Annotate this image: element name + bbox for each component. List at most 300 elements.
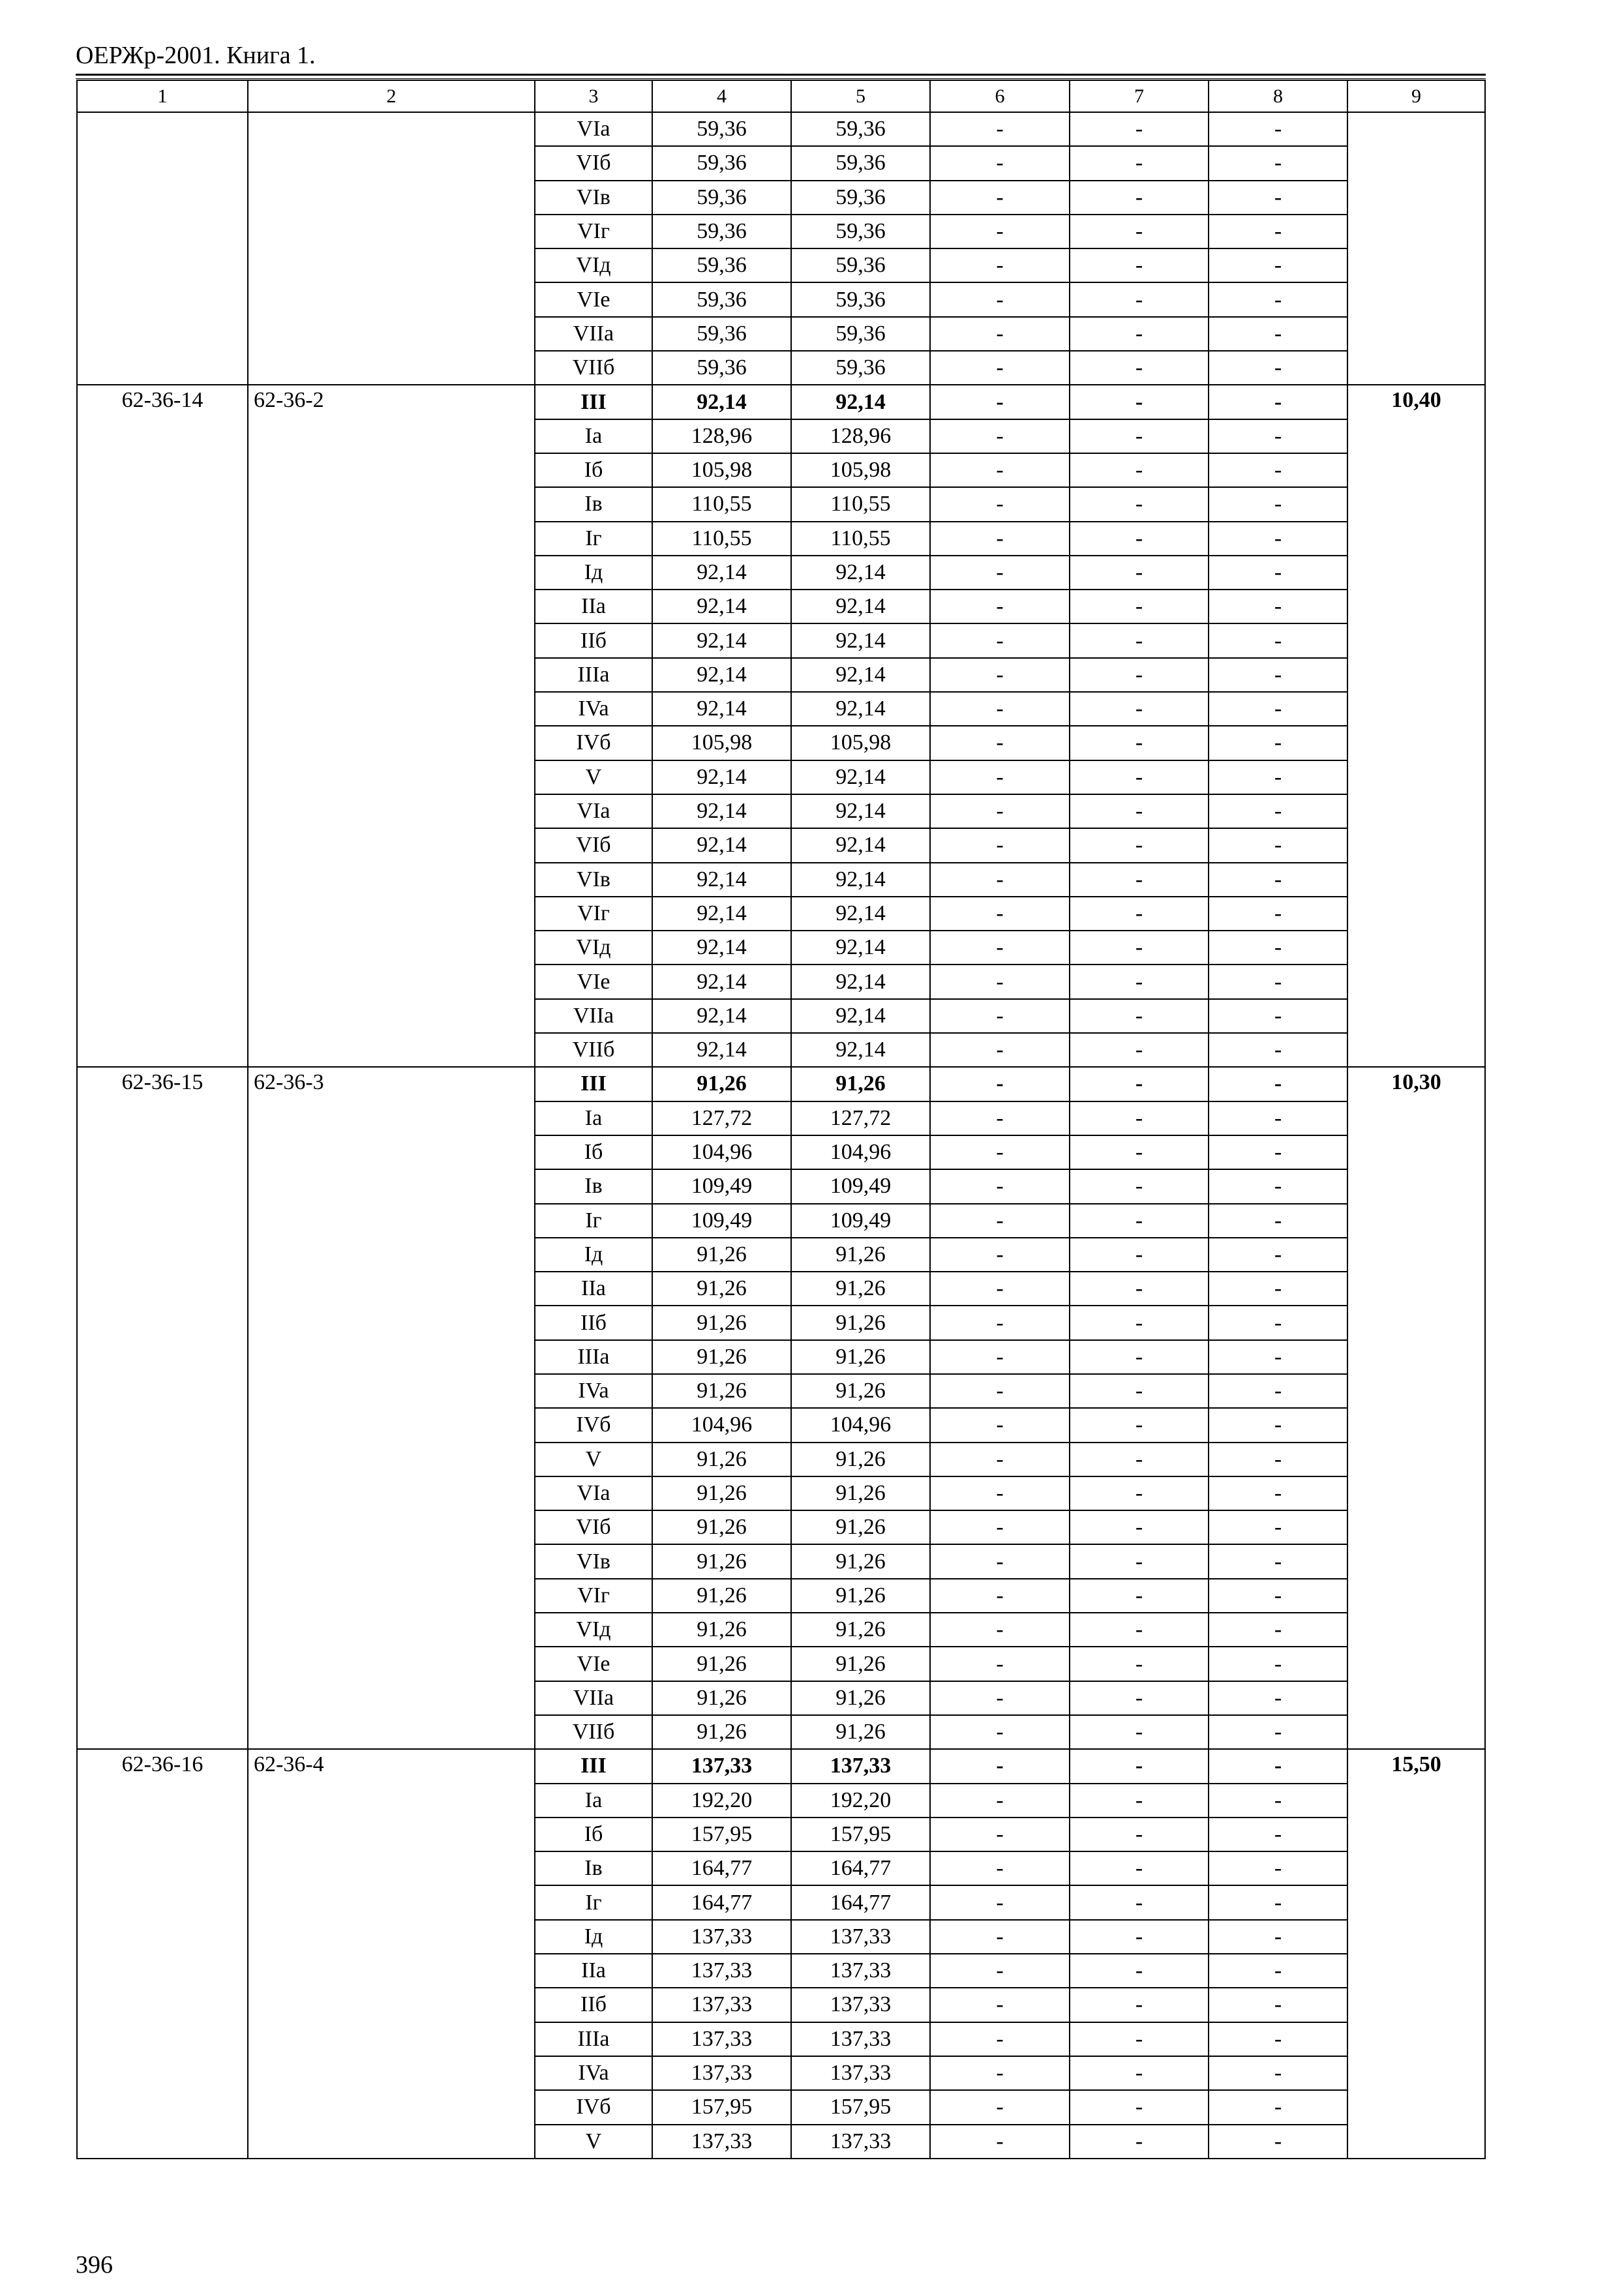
dash-cell: - [1209, 1647, 1347, 1681]
table-row [77, 1067, 1485, 1101]
value-cell: 157,95 [652, 2090, 791, 2124]
dash-cell: - [1070, 1340, 1209, 1374]
category-cell: Iб [535, 1818, 652, 1851]
category-cell: VIe [535, 282, 652, 316]
dash-cell: - [930, 999, 1070, 1033]
dash-cell: - [930, 282, 1070, 316]
dash-cell: - [1209, 1408, 1347, 1442]
dash-cell: - [1070, 317, 1209, 351]
dash-cell: - [930, 1613, 1070, 1647]
value-cell: 105,98 [652, 726, 791, 760]
dash-cell: - [1209, 1579, 1347, 1613]
value-cell: 92,14 [791, 965, 930, 998]
category-cell: VIe [535, 1647, 652, 1681]
col9-cell: 10,40 [1347, 385, 1485, 1067]
dash-cell: - [1070, 828, 1209, 862]
dash-cell: - [1070, 1238, 1209, 1272]
dash-cell: - [1209, 487, 1347, 521]
category-cell: Ia [535, 1784, 652, 1818]
dash-cell: - [1209, 999, 1347, 1033]
value-cell: 164,77 [791, 1885, 930, 1919]
value-cell: 92,14 [791, 590, 930, 623]
dash-cell: - [930, 1443, 1070, 1476]
dash-cell: - [1070, 726, 1209, 760]
dash-cell: - [930, 1306, 1070, 1339]
dash-cell: - [1070, 112, 1209, 146]
value-cell: 59,36 [791, 317, 930, 351]
dash-cell: - [1209, 282, 1347, 316]
dash-cell: - [1070, 1476, 1209, 1510]
value-cell: 104,96 [791, 1135, 930, 1169]
value-cell: 104,96 [791, 1408, 930, 1442]
value-cell: 91,26 [791, 1476, 930, 1510]
dash-cell: - [1070, 1920, 1209, 1954]
category-cell: VIa [535, 794, 652, 828]
value-cell: 91,26 [791, 1647, 930, 1681]
dash-cell: - [1070, 590, 1209, 623]
value-cell: 59,36 [652, 317, 791, 351]
value-cell: 137,33 [791, 1954, 930, 1988]
category-cell: VIв [535, 181, 652, 215]
dash-cell: - [1209, 965, 1347, 998]
dash-cell: - [930, 2056, 1070, 2090]
dash-cell: - [930, 1101, 1070, 1135]
value-cell: 59,36 [652, 351, 791, 385]
dash-cell: - [930, 1647, 1070, 1681]
dash-cell: - [1070, 419, 1209, 453]
dash-cell: - [1070, 385, 1209, 419]
category-cell: VIб [535, 828, 652, 862]
value-cell: 137,33 [791, 2056, 930, 2090]
category-cell: IVб [535, 726, 652, 760]
value-cell: 92,14 [791, 623, 930, 657]
value-cell: 91,26 [652, 1510, 791, 1544]
value-cell: 91,26 [652, 1340, 791, 1374]
dash-cell: - [1070, 1818, 1209, 1851]
value-cell: 92,14 [791, 692, 930, 726]
dash-cell: - [1209, 1920, 1347, 1954]
dash-cell: - [1070, 248, 1209, 282]
dash-cell: - [1209, 1784, 1347, 1818]
dash-cell: - [1209, 658, 1347, 692]
value-cell: 137,33 [652, 1749, 791, 1783]
dash-cell: - [930, 1988, 1070, 2022]
dash-cell: - [1209, 1169, 1347, 1203]
dash-cell: - [1209, 1715, 1347, 1749]
dash-cell: - [1070, 1306, 1209, 1339]
dash-cell: - [1070, 282, 1209, 316]
category-cell: VIa [535, 1476, 652, 1510]
dash-cell: - [1209, 794, 1347, 828]
dash-cell: - [1070, 1408, 1209, 1442]
dash-cell: - [930, 1476, 1070, 1510]
dash-cell: - [1209, 623, 1347, 657]
dash-cell: - [1070, 965, 1209, 998]
dash-cell: - [1070, 2022, 1209, 2056]
value-cell: 59,36 [652, 181, 791, 215]
value-cell: 92,14 [652, 999, 791, 1033]
value-cell: 110,55 [652, 522, 791, 556]
category-cell: IIб [535, 623, 652, 657]
category-cell: IIб [535, 1306, 652, 1339]
category-cell: III [535, 1749, 652, 1783]
dash-cell: - [1070, 1885, 1209, 1919]
value-cell: 137,33 [652, 2022, 791, 2056]
value-cell: 91,26 [652, 1544, 791, 1578]
value-cell: 137,33 [652, 1954, 791, 1988]
table-row [77, 112, 1485, 146]
category-cell: Ia [535, 419, 652, 453]
value-cell: 128,96 [791, 419, 930, 453]
value-cell: 91,26 [652, 1579, 791, 1613]
value-cell: 105,98 [791, 726, 930, 760]
dash-cell: - [1209, 419, 1347, 453]
category-cell: VIIб [535, 1033, 652, 1067]
value-cell: 137,33 [652, 2056, 791, 2090]
dash-cell: - [930, 965, 1070, 998]
dash-cell: - [1209, 1340, 1347, 1374]
value-cell: 91,26 [791, 1613, 930, 1647]
column-number: 5 [791, 80, 930, 112]
col9-cell [1347, 112, 1485, 385]
dash-cell: - [1209, 1851, 1347, 1885]
dash-cell: - [1070, 863, 1209, 897]
dash-cell: - [1070, 692, 1209, 726]
value-cell: 92,14 [791, 897, 930, 931]
value-cell: 92,14 [791, 999, 930, 1033]
value-cell: 128,96 [652, 419, 791, 453]
column-number: 2 [248, 80, 535, 112]
value-cell: 91,26 [791, 1681, 930, 1715]
value-cell: 59,36 [652, 282, 791, 316]
dash-cell: - [1209, 351, 1347, 385]
value-cell: 91,26 [652, 1681, 791, 1715]
dash-cell: - [1209, 1510, 1347, 1544]
dash-cell: - [930, 453, 1070, 487]
category-cell: Iв [535, 487, 652, 521]
category-cell: III [535, 385, 652, 419]
category-cell: VIг [535, 1579, 652, 1613]
dash-cell: - [1209, 556, 1347, 590]
value-cell: 137,33 [791, 2125, 930, 2159]
dash-cell: - [1209, 1681, 1347, 1715]
rates-table [76, 80, 1486, 2159]
value-cell: 104,96 [652, 1408, 791, 1442]
column-number: 6 [930, 80, 1070, 112]
dash-cell: - [1070, 1851, 1209, 1885]
dash-cell: - [1070, 2125, 1209, 2159]
value-cell: 157,95 [791, 1818, 930, 1851]
dash-cell: - [930, 1067, 1070, 1101]
dash-cell: - [1209, 1749, 1347, 1783]
value-cell: 105,98 [791, 453, 930, 487]
value-cell: 92,14 [791, 385, 930, 419]
dash-cell: - [1209, 522, 1347, 556]
dash-cell: - [930, 248, 1070, 282]
value-cell: 91,26 [652, 1374, 791, 1408]
table-row [77, 385, 1485, 419]
value-cell: 164,77 [791, 1851, 930, 1885]
page-number: 396 [76, 2251, 113, 2279]
value-cell: 59,36 [791, 282, 930, 316]
column-number: 9 [1347, 80, 1485, 112]
value-cell: 157,95 [652, 1818, 791, 1851]
value-cell: 105,98 [652, 453, 791, 487]
dash-cell: - [930, 897, 1070, 931]
value-cell: 137,33 [791, 2022, 930, 2056]
value-cell: 91,26 [652, 1476, 791, 1510]
dash-cell: - [930, 1204, 1070, 1238]
table-row [77, 1749, 1485, 1783]
value-cell: 59,36 [791, 146, 930, 180]
value-cell: 92,14 [652, 590, 791, 623]
value-cell: 192,20 [652, 1784, 791, 1818]
value-cell: 91,26 [652, 1613, 791, 1647]
header-rule [76, 74, 1486, 76]
column-number: 3 [535, 80, 652, 112]
dash-cell: - [1209, 760, 1347, 794]
value-cell: 92,14 [791, 863, 930, 897]
dash-cell: - [1070, 351, 1209, 385]
value-cell: 164,77 [652, 1851, 791, 1885]
dash-cell: - [930, 556, 1070, 590]
dash-cell: - [930, 931, 1070, 965]
dash-cell: - [1209, 1954, 1347, 1988]
ref-code-cell: 62-36-3 [248, 1067, 535, 1749]
dash-cell: - [930, 658, 1070, 692]
dash-cell: - [930, 863, 1070, 897]
dash-cell: - [1209, 317, 1347, 351]
category-cell: Iд [535, 556, 652, 590]
value-cell: 92,14 [652, 794, 791, 828]
column-number: 1 [77, 80, 248, 112]
dash-cell: - [1070, 522, 1209, 556]
dash-cell: - [1070, 1374, 1209, 1408]
value-cell: 91,26 [652, 1272, 791, 1306]
category-cell: VIб [535, 146, 652, 180]
dash-cell: - [1209, 112, 1347, 146]
value-cell: 137,33 [791, 1988, 930, 2022]
dash-cell: - [930, 794, 1070, 828]
value-cell: 91,26 [791, 1374, 930, 1408]
column-number: 7 [1070, 80, 1209, 112]
dash-cell: - [1209, 726, 1347, 760]
dash-cell: - [930, 1954, 1070, 1988]
column-number-row [77, 80, 1485, 112]
header-rule-thin [76, 78, 1486, 79]
category-cell: VIIa [535, 1681, 652, 1715]
value-cell: 59,36 [652, 112, 791, 146]
value-cell: 92,14 [652, 623, 791, 657]
value-cell: 91,26 [791, 1510, 930, 1544]
category-cell: VIд [535, 248, 652, 282]
category-cell: IIa [535, 590, 652, 623]
value-cell: 91,26 [791, 1272, 930, 1306]
dash-cell: - [930, 1920, 1070, 1954]
category-cell: VIг [535, 897, 652, 931]
category-cell: IIa [535, 1272, 652, 1306]
value-cell: 164,77 [652, 1885, 791, 1919]
category-cell: Ia [535, 1101, 652, 1135]
category-cell: V [535, 2125, 652, 2159]
dash-cell: - [930, 146, 1070, 180]
dash-cell: - [1070, 146, 1209, 180]
value-cell: 137,33 [652, 1920, 791, 1954]
category-cell: IVa [535, 2056, 652, 2090]
value-cell: 91,26 [791, 1544, 930, 1578]
value-cell: 92,14 [652, 692, 791, 726]
value-cell: 92,14 [652, 897, 791, 931]
dash-cell: - [930, 828, 1070, 862]
value-cell: 109,49 [652, 1204, 791, 1238]
value-cell: 91,26 [791, 1238, 930, 1272]
value-cell: 92,14 [791, 794, 930, 828]
value-cell: 92,14 [652, 931, 791, 965]
dash-cell: - [1070, 1169, 1209, 1203]
value-cell: 110,55 [791, 522, 930, 556]
dash-cell: - [1070, 1749, 1209, 1783]
value-cell: 92,14 [791, 931, 930, 965]
dash-cell: - [930, 1374, 1070, 1408]
category-cell: IVб [535, 1408, 652, 1442]
category-cell: IIa [535, 1954, 652, 1988]
category-cell: V [535, 760, 652, 794]
dash-cell: - [1070, 556, 1209, 590]
value-cell: 91,26 [652, 1306, 791, 1339]
dash-cell: - [1070, 487, 1209, 521]
dash-cell: - [1209, 215, 1347, 248]
dash-cell: - [1070, 623, 1209, 657]
category-cell: Iд [535, 1238, 652, 1272]
dash-cell: - [930, 112, 1070, 146]
value-cell: 92,14 [791, 828, 930, 862]
value-cell: 91,26 [652, 1067, 791, 1101]
dash-cell: - [1070, 1067, 1209, 1101]
dash-cell: - [930, 692, 1070, 726]
dash-cell: - [1070, 1954, 1209, 1988]
dash-cell: - [1070, 1784, 1209, 1818]
dash-cell: - [930, 726, 1070, 760]
value-cell: 92,14 [652, 556, 791, 590]
dash-cell: - [1209, 1033, 1347, 1067]
dash-cell: - [1070, 1101, 1209, 1135]
dash-cell: - [1070, 931, 1209, 965]
category-cell: VIб [535, 1510, 652, 1544]
dash-cell: - [930, 760, 1070, 794]
value-cell: 91,26 [652, 1443, 791, 1476]
code-cell: 62-36-15 [77, 1067, 248, 1749]
dash-cell: - [930, 522, 1070, 556]
value-cell: 59,36 [791, 112, 930, 146]
ref-code-cell: 62-36-2 [248, 385, 535, 1067]
value-cell: 59,36 [791, 181, 930, 215]
dash-cell: - [1070, 453, 1209, 487]
category-cell: VIe [535, 965, 652, 998]
dash-cell: - [1209, 2022, 1347, 2056]
dash-cell: - [930, 181, 1070, 215]
dash-cell: - [1209, 2125, 1347, 2159]
dash-cell: - [1209, 1374, 1347, 1408]
dash-cell: - [1070, 1033, 1209, 1067]
dash-cell: - [930, 1544, 1070, 1578]
dash-cell: - [930, 487, 1070, 521]
value-cell: 59,36 [791, 215, 930, 248]
dash-cell: - [1209, 590, 1347, 623]
value-cell: 91,26 [652, 1715, 791, 1749]
page-header-title: ОЕРЖр-2001. Книга 1. [76, 42, 316, 69]
dash-cell: - [930, 215, 1070, 248]
category-cell: III [535, 1067, 652, 1101]
dash-cell: - [930, 2125, 1070, 2159]
value-cell: 109,49 [652, 1169, 791, 1203]
dash-cell: - [1209, 1613, 1347, 1647]
value-cell: 91,26 [791, 1340, 930, 1374]
dash-cell: - [1209, 1135, 1347, 1169]
category-cell: Iг [535, 522, 652, 556]
ref-code-cell: 62-36-4 [248, 1749, 535, 2159]
dash-cell: - [930, 1272, 1070, 1306]
dash-cell: - [1209, 1988, 1347, 2022]
dash-cell: - [1209, 2056, 1347, 2090]
value-cell: 92,14 [652, 1033, 791, 1067]
dash-cell: - [930, 1715, 1070, 1749]
value-cell: 137,33 [791, 1920, 930, 1954]
dash-cell: - [930, 1749, 1070, 1783]
dash-cell: - [1209, 1544, 1347, 1578]
value-cell: 91,26 [791, 1067, 930, 1101]
category-cell: Iв [535, 1169, 652, 1203]
dash-cell: - [930, 623, 1070, 657]
dash-cell: - [930, 1238, 1070, 1272]
dash-cell: - [1209, 863, 1347, 897]
value-cell: 59,36 [791, 248, 930, 282]
dash-cell: - [1070, 181, 1209, 215]
value-cell: 92,14 [791, 1033, 930, 1067]
dash-cell: - [1209, 1885, 1347, 1919]
dash-cell: - [930, 1579, 1070, 1613]
dash-cell: - [1209, 897, 1347, 931]
dash-cell: - [1209, 453, 1347, 487]
dash-cell: - [930, 2090, 1070, 2124]
dash-cell: - [1209, 1818, 1347, 1851]
dash-cell: - [1070, 215, 1209, 248]
value-cell: 91,26 [652, 1238, 791, 1272]
col9-cell: 15,50 [1347, 1749, 1485, 2159]
category-cell: IIIa [535, 1340, 652, 1374]
column-number: 8 [1209, 80, 1347, 112]
value-cell: 59,36 [652, 215, 791, 248]
value-cell: 109,49 [791, 1204, 930, 1238]
category-cell: Iв [535, 1851, 652, 1885]
category-cell: IIб [535, 1988, 652, 2022]
code-cell: 62-36-16 [77, 1749, 248, 2159]
value-cell: 92,14 [652, 385, 791, 419]
category-cell: Iг [535, 1885, 652, 1919]
dash-cell: - [1209, 931, 1347, 965]
dash-cell: - [1070, 658, 1209, 692]
dash-cell: - [1070, 2090, 1209, 2124]
dash-cell: - [930, 1784, 1070, 1818]
dash-cell: - [930, 1818, 1070, 1851]
dash-cell: - [1070, 1715, 1209, 1749]
value-cell: 59,36 [791, 351, 930, 385]
value-cell: 92,14 [652, 658, 791, 692]
value-cell: 109,49 [791, 1169, 930, 1203]
category-cell: VIIa [535, 317, 652, 351]
dash-cell: - [1209, 1067, 1347, 1101]
dash-cell: - [1209, 692, 1347, 726]
dash-cell: - [930, 385, 1070, 419]
